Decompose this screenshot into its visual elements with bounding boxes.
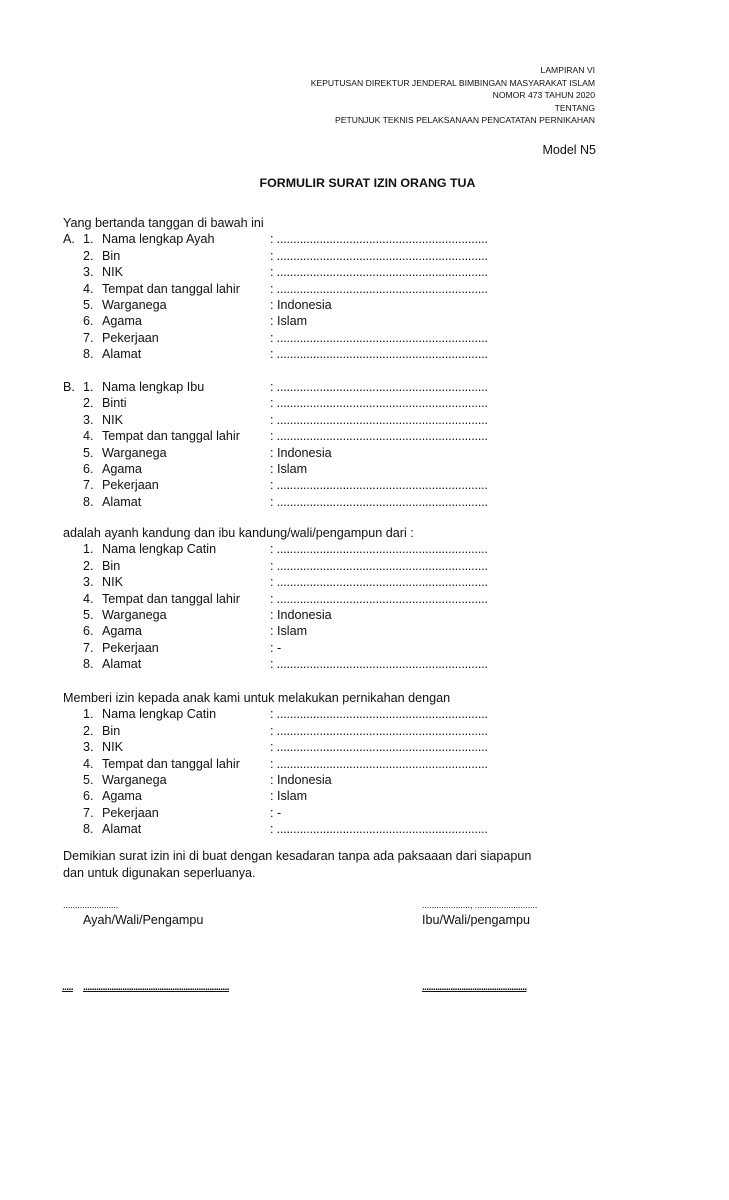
field-blank[interactable]: : ................................................................ (270, 330, 488, 345)
field-number: 2. (83, 396, 94, 411)
field-value: : Islam (270, 624, 308, 639)
field-blank[interactable]: : ................................................................ (270, 412, 488, 427)
form-field-row (63, 821, 488, 837)
field-number: 1. (83, 380, 94, 394)
form-section (63, 690, 488, 838)
field-blank[interactable]: : ................................................................ (270, 478, 488, 493)
section-intro: Yang bertanda tanggan di bawah ini (63, 216, 264, 230)
field-label: Agama (102, 789, 142, 804)
field-label: Nama lengkap Ayah (102, 232, 215, 247)
form-field-row (63, 788, 450, 804)
form-field-row (63, 541, 488, 557)
form-field-row (63, 248, 488, 264)
field-label: NIK (102, 412, 123, 427)
form-field-row (63, 739, 488, 755)
field-blank[interactable]: : ................................................................ (270, 723, 488, 738)
field-label: Nama lengkap Catin (102, 707, 217, 722)
field-blank[interactable]: : ................................................................ (270, 657, 488, 672)
field-blank[interactable]: : ................................................................ (270, 347, 488, 362)
field-label: Tempat dan tanggal lahir (102, 756, 240, 771)
field-number: 3. (83, 575, 94, 590)
field-number: 3. (83, 412, 94, 427)
field-blank[interactable]: : ................................................................ (270, 396, 488, 411)
field-label: NIK (102, 740, 123, 755)
field-number: 8. (83, 657, 94, 672)
field-value: : Islam (270, 461, 308, 476)
field-blank[interactable]: : ................................................................ (270, 232, 488, 247)
field-blank[interactable]: : ................................................................ (270, 542, 488, 557)
field-label: Bin (102, 558, 121, 573)
field-label: NIK (102, 265, 123, 280)
form-section (63, 525, 488, 673)
field-label: Pekerjaan (102, 478, 159, 493)
form-field-row (63, 558, 488, 574)
header-line: LAMPIRAN VI (540, 65, 595, 75)
field-number: 1. (83, 232, 94, 247)
field-number: 6. (83, 314, 94, 329)
form-field-row (63, 346, 488, 362)
field-label: Alamat (102, 494, 142, 509)
field-number: 2. (83, 723, 94, 738)
field-value: : - (270, 640, 282, 655)
left-signature-dots[interactable]: ....................... (63, 900, 119, 910)
field-label: Tempat dan tanggal lahir (102, 281, 240, 296)
field-label: Warganega (102, 772, 167, 787)
field-number: 8. (83, 822, 94, 837)
field-label: Warganega (102, 445, 167, 460)
field-blank[interactable]: : ................................................................ (270, 248, 488, 263)
field-label: Warganega (102, 607, 167, 622)
left-signature-line-short[interactable]: ..... (62, 982, 73, 993)
closing-line-1: Demikian surat izin ini di buat dengan kesadaran tanpa ada paksaaan dari siapapun (63, 849, 532, 863)
field-label: Bin (102, 248, 121, 263)
field-label: Nama lengkap Ibu (102, 380, 205, 394)
form-field-row (63, 264, 488, 280)
field-blank[interactable]: : ................................................................ (270, 429, 488, 444)
field-value: : Indonesia (270, 297, 332, 312)
document-header (311, 64, 595, 127)
section-letter: A. (63, 232, 75, 247)
field-label: Pekerjaan (102, 805, 159, 820)
field-number: 4. (83, 281, 94, 296)
field-number: 4. (83, 756, 94, 771)
field-number: 4. (83, 429, 94, 444)
field-blank[interactable]: : ................................................................ (270, 756, 488, 771)
field-number: 8. (83, 347, 94, 362)
form-title: FORMULIR SURAT IZIN ORANG TUA (259, 176, 476, 190)
form-field-row (63, 706, 488, 722)
form-field-row (63, 607, 414, 623)
left-signatory-label: Ayah/Wali/Pengampu (83, 913, 204, 927)
form-field-row (63, 591, 488, 607)
field-number: 7. (83, 640, 94, 655)
form-field-row (63, 574, 488, 590)
field-number: 3. (83, 740, 94, 755)
field-value: : - (270, 805, 282, 820)
field-blank[interactable]: : ................................................................ (270, 591, 488, 606)
form-field-row (63, 313, 308, 329)
place-date-field[interactable]: ...................., .......................... (422, 900, 538, 910)
field-blank[interactable]: : ................................................................ (270, 281, 488, 296)
left-signature-line[interactable]: ................................................................... (83, 982, 229, 993)
field-blank[interactable]: : ................................................................ (270, 558, 488, 573)
field-label: Agama (102, 624, 142, 639)
field-label: Tempat dan tanggal lahir (102, 591, 240, 606)
field-label: Alamat (102, 347, 142, 362)
model-label: Model N5 (542, 143, 596, 157)
header-line: KEPUTUSAN DIREKTUR JENDERAL BIMBINGAN MASYARAKAT ISLAM (310, 77, 595, 88)
right-signatory-label: Ibu/Wali/pengampu (422, 913, 531, 927)
field-label: Tempat dan tanggal lahir (102, 429, 240, 444)
field-label: NIK (102, 575, 123, 590)
field-blank[interactable]: : ................................................................ (270, 380, 488, 394)
field-number: 5. (83, 772, 94, 787)
form-field-row (63, 756, 488, 772)
field-value: : Islam (270, 314, 308, 329)
field-number: 7. (83, 478, 94, 493)
field-label: Pekerjaan (102, 330, 159, 345)
header-line: NOMOR 473 TAHUN 2020 (492, 90, 595, 101)
field-label: Bin (102, 723, 121, 738)
form-field-row (63, 330, 488, 346)
field-value: : Indonesia (270, 772, 332, 787)
field-label: Agama (102, 314, 142, 329)
field-blank[interactable]: : ................................................................ (270, 822, 488, 837)
field-blank[interactable]: : ................................................................ (270, 740, 488, 755)
form-field-row (63, 656, 488, 672)
form-field-row (63, 723, 488, 739)
field-number: 1. (83, 542, 94, 557)
field-blank[interactable]: : ................................................................ (270, 494, 488, 509)
field-number: 5. (83, 297, 94, 312)
field-label: Binti (102, 396, 127, 411)
form-field-row (63, 297, 332, 313)
field-label: Warganega (102, 297, 167, 312)
field-number: 6. (83, 624, 94, 639)
field-number: 7. (83, 805, 94, 820)
header-line: TENTANG (554, 102, 595, 113)
right-signature-line[interactable]: ................................................ (422, 982, 527, 993)
field-value: : Indonesia (270, 445, 332, 460)
field-label: Alamat (102, 657, 142, 672)
field-label: Agama (102, 461, 142, 476)
section-intro: Memberi izin kepada anak kami untuk melakukan pernikahan dengan (63, 691, 451, 705)
field-blank[interactable]: : ................................................................ (270, 575, 488, 590)
field-label: Alamat (102, 822, 142, 837)
field-number: 4. (83, 591, 94, 606)
field-number: 2. (83, 248, 94, 263)
field-value: : Islam (270, 789, 308, 804)
section-letter: B. (63, 380, 75, 394)
field-number: 3. (83, 265, 94, 280)
closing-statement (63, 848, 531, 882)
field-number: 6. (83, 461, 94, 476)
form-field-row (63, 772, 450, 788)
field-number: 7. (83, 330, 94, 345)
field-value: : Indonesia (270, 607, 332, 622)
form-field-row (63, 640, 414, 656)
field-label: Nama lengkap Catin (102, 542, 217, 557)
form-field-row (63, 231, 488, 247)
field-number: 8. (83, 494, 94, 509)
field-blank[interactable]: : ................................................................ (270, 265, 488, 280)
form-field-row (63, 281, 488, 297)
closing-line-2: dan untuk digunakan seperluanya. (63, 866, 256, 880)
field-number: 5. (83, 607, 94, 622)
field-number: 6. (83, 789, 94, 804)
header-line: PETUNJUK TEKNIS PELAKSANAAN PENCATATAN PERNIKAHAN (335, 115, 595, 126)
form-section (63, 215, 488, 363)
field-label: Pekerjaan (102, 640, 159, 655)
field-number: 5. (83, 445, 94, 460)
form-field-row (63, 623, 414, 639)
form-field-row (63, 805, 450, 821)
section-intro: adalah ayanh kandung dan ibu kandung/wali/pengampun dari : (63, 526, 414, 540)
field-number: 2. (83, 558, 94, 573)
field-number: 1. (83, 707, 94, 722)
field-blank[interactable]: : ................................................................ (270, 707, 488, 722)
